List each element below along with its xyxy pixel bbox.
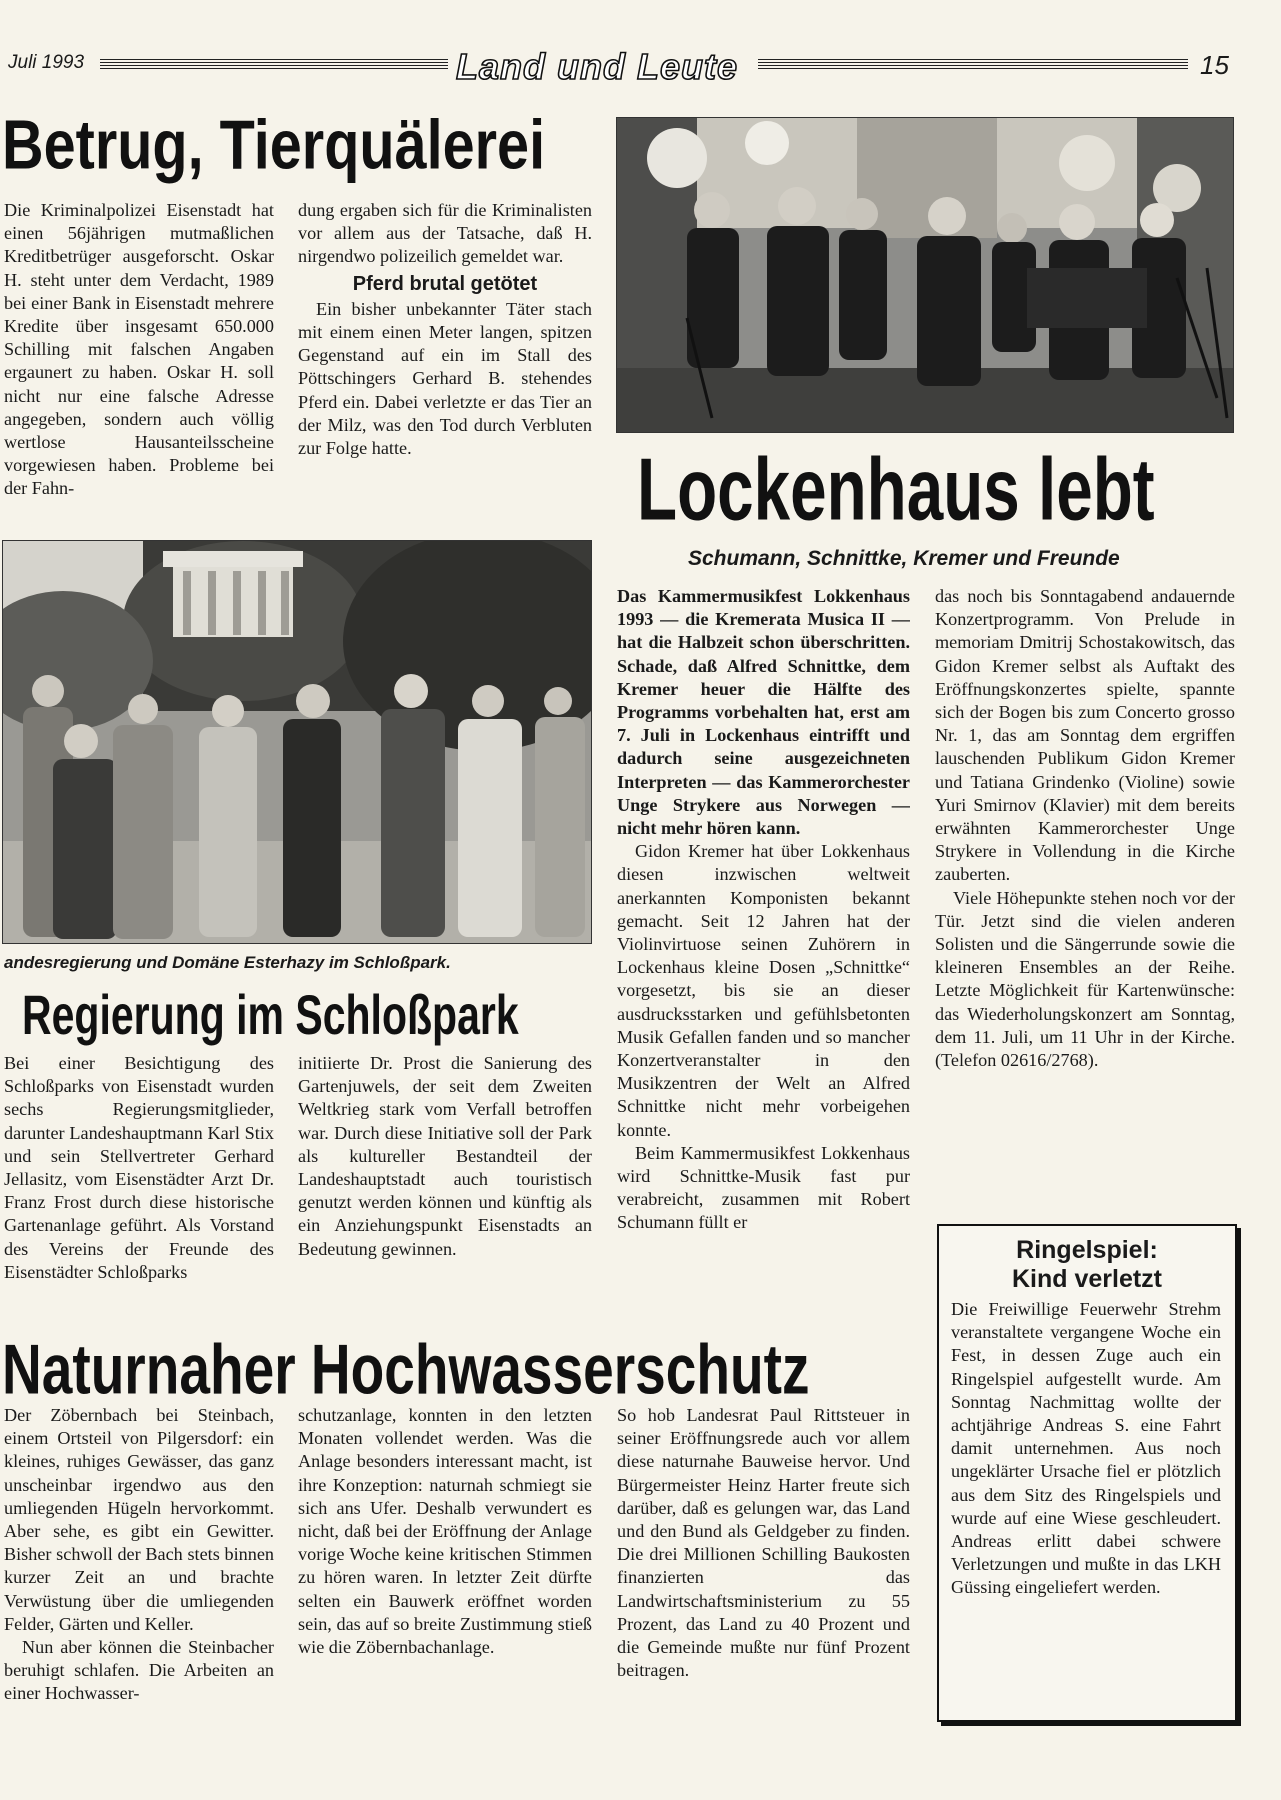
headline-betrug: Betrug, Tierquälerei bbox=[2, 105, 546, 184]
article-lockenhaus-column-1 bbox=[617, 585, 910, 1321]
article-hochwasser-text-2: Nun aber können die Steinbacher beruhigt schlafen. Die Arbeiten an einer Hochwasser- bbox=[4, 1637, 274, 1704]
article-lockenhaus-column-2 bbox=[935, 585, 1235, 1197]
article-regierung-column-2 bbox=[298, 1052, 592, 1312]
header-rule-left bbox=[100, 59, 448, 69]
article-betrug-text-1: Die Kriminalpolizei Eisenstadt hat einen 56jährigen mutmaßlichen Kreditbetrüger ausgeforscht. Oskar H. steht unter dem Verdacht, 1989 bei einer Bank in Eisenstadt mehrere Kredite über insgesamt 650.000 Schilling mit falschen Angaben ergaunert zu haben. Oskar H. soll nicht nur eine falsche Adresse angegeben, sondern auch völlig wertlose Hausanteilsscheine vorgewiesen haben. Probleme bei der Fahn- bbox=[4, 200, 274, 499]
ringelspiel-text: Die Freiwillige Feuerwehr Strehm veranstaltete vergangene Woche ein Fest, in dessen Zuge auch ein Ringelspiel aufgestellt wurde. Am Sonntag Nachmittag wollte der achtjährige Andreas S. eine Fahrt damit unternehmen. Aus noch ungeklärter Ursache fiel er plötzlich aus dem Sitz des Ringelspiels und wurde auf eine Wiese geschleudert. Andreas erlitt dabei schwere Verletzungen und mußte in das LKH Güssing eingeliefert werden. bbox=[951, 1299, 1221, 1598]
article-hochwasser-text-3: schutzanlage, konnten in den letzten Monaten vollendet werden. Was die Anlage besonders interessant macht, ist ihre Konzeption: naturnah schmiegt sie sich ans Ufer. Deshalb verwundert es nicht, daß bei der Eröffnung der Anlage vorige Woche keine kritischen Stimmen zu hören waren. In letzter Zeit dürfte selten ein Bauwerk eröffnet worden sein, das auf so breite Zustimmung stieß wie die Zöbernbachanlage. bbox=[298, 1405, 592, 1658]
park-photo-caption: andesregierung und Domäne Esterhazy im Schloßpark. bbox=[4, 953, 451, 972]
orchestra-photo-image bbox=[617, 118, 1233, 432]
article-lockenhaus-text-2: Beim Kammermusikfest Lokkenhaus wird Schnittke-Musik fast pur verabreicht, zusammen mit Robert Schumann füllt er bbox=[617, 1142, 910, 1233]
article-hochwasser-text-4: So hob Landesrat Paul Rittsteuer in seiner Eröffnungsrede auch vor allem diese naturnahe Bauweise hervor. Und Bürgermeister Heinz Harter freute sich darüber, daß es gelungen war, das Land und den Bund als Geldgeber zu finden. Die drei Millionen Schilling Baukosten finanzierten das Landwirtschaftsministerium zu 55 Prozent, das Land zu 40 Prozent und die Gemeinde mußte nur fünf Prozent beitragen. bbox=[617, 1405, 910, 1681]
article-betrug-text-2: dung ergaben sich für die Kriminalisten vor allem aus der Tatsache, daß H. nirgendwo polizeilich gemeldet war. bbox=[298, 200, 592, 267]
article-hochwasser-column-3 bbox=[617, 1404, 910, 1730]
ringelspiel-box bbox=[937, 1224, 1237, 1722]
article-betrug-column-1 bbox=[4, 199, 274, 539]
masthead-logo: Land und Leute bbox=[456, 46, 738, 87]
article-hochwasser-column-1 bbox=[4, 1404, 274, 1730]
article-hochwasser-column-2 bbox=[298, 1404, 592, 1730]
ringelspiel-body bbox=[951, 1298, 1221, 1708]
headline-lockenhaus: Lockenhaus lebt bbox=[637, 440, 1155, 539]
page-number: 15 bbox=[1200, 50, 1229, 80]
article-lockenhaus-lead: Das Kammermusikfest Lokkenhaus 1993 — die Kremerata Musica II — hat die Halbzeit schon überschritten. Schade, daß Alfred Schnittke, dem Kremer heuer die Hälfte des Programms vorbehalten hat, erst am 7. Juli in Lockenhaus eintrifft und dadurch seine ausgezeichneten Interpreten — das Kammerorchester Unge Strykere aus Norwegen — nicht mehr hören kann. bbox=[617, 586, 910, 839]
park-photo bbox=[2, 540, 592, 944]
article-regierung-column-1 bbox=[4, 1052, 274, 1312]
article-lockenhaus-text-3: das noch bis Sonntagabend andauernde Konzertprogramm. Von Prelude in memoriam Dmitrij Schostakowitsch, das Gidon Kremer selbst als Auftakt des Eröffnungskonzertes spielte, spannte sich der Bogen bis zum Concerto grosso Nr. 1, das am Sonntag dem ergriffen lauschenden Publikum Gidon Kremer und Tatiana Grindenko (Violine) sowie Yuri Smirnov (Klavier) mit dem bereits erwähnten Kammerorchester Unge Strykere in Vollendung in die Kirche zauberten. bbox=[935, 586, 1235, 885]
subheading-pferd: Pferd brutal getötet bbox=[352, 272, 538, 295]
headline-hochwasser: Naturnaher Hochwasserschutz bbox=[2, 1329, 810, 1409]
article-regierung-text-2: initiierte Dr. Prost die Sanierung des Gartenjuwels, der seit dem Zweiten Weltkrieg stark vom Verfall betroffen war. Durch diese Initiative soll der Park als kultureller Bestandteil der Landeshauptstadt auch touristisch genutzt werden können und künftig als ein Anziehungspunkt Eisenstadts an Bedeutung gewinnen. bbox=[298, 1053, 592, 1259]
issue-date: Juli 1993 bbox=[8, 52, 85, 73]
ringelspiel-title-1: Ringelspiel: bbox=[1016, 1236, 1158, 1264]
orchestra-photo bbox=[616, 117, 1234, 433]
article-regierung-text-1: Bei einer Besichtigung des Schloßparks von Eisenstadt wurden sechs Regierungsmitglieder, darunter Landeshauptmann Karl Stix und sein Stellvertreter Gerhard Jellasitz, vom Eisenstädter Arzt Dr. Franz Frost durch diese historische Gartenanlage geführt. Als Vorstand des Vereins der Freunde des Eisenstädter Schloßparks bbox=[4, 1053, 274, 1282]
park-photo-image bbox=[3, 541, 591, 943]
article-betrug-column-2 bbox=[298, 199, 592, 539]
headline-regierung: Regierung im Schloßpark bbox=[22, 983, 519, 1047]
article-hochwasser-text-1: Der Zöbernbach bei Steinbach, einem Ortsteil von Pilgersdorf: ein kleines, ruhiges Gewässer, das ganz unscheinbar irgendwo aus den umliegenden Hügeln hervorkommt. Aber sehe, es gibt ein Gewitter. Bisher schwoll der Bach stets binnen kurzer Zeit an und brachte Verwüstung über die umliegenden Felder, Gärten und Keller. bbox=[4, 1405, 274, 1634]
header-rule-right bbox=[758, 59, 1188, 69]
article-lockenhaus-text-1: Gidon Kremer hat über Lokkenhaus diesen inzwischen weltweit anerkannten Komponisten bekannt gemacht. Seit 12 Jahren hat der Violinvirtuose seinen Zuhörern in Lockenhaus kleine Dosen „Schnittke“ vorgesetzt, bis sie an dieser ausdrucksstarken und gefühlsbetonten Musik Gefallen fanden und so mancher Konzertveranstalter in den Musikzentren der Welt an Alfred Schnittke nicht mehr vorbeigehen konnte. bbox=[617, 841, 910, 1140]
article-lockenhaus-text-4: Viele Höhepunkte stehen noch vor der Tür. Jetzt sind die vielen anderen Solisten und die Sängerrunde sowie die kleineren Ensembles an der Reihe. Letzte Möglichkeit für Kartenwünsche: das Wiederholungskonzert am Sonntag, dem 11. Juli, um 11 Uhr in der Kirche. (Telefon 02616/2768). bbox=[935, 887, 1235, 1071]
ringelspiel-title-2: Kind verletzt bbox=[1011, 1265, 1163, 1293]
article-betrug-text-3: Ein bisher unbekannter Täter stach mit einem einen Meter langen, spitzen Gegenstand auf ein im Stall des Pöttschingers Gerhard B. stehendes Pferd ein. Dabei verletzte er das Tier an der Milz, was den Tod durch Verbluten zur Folge hatte. bbox=[298, 298, 592, 459]
subheadline-lockenhaus: Schumann, Schnittke, Kremer und Freunde bbox=[688, 547, 1120, 570]
